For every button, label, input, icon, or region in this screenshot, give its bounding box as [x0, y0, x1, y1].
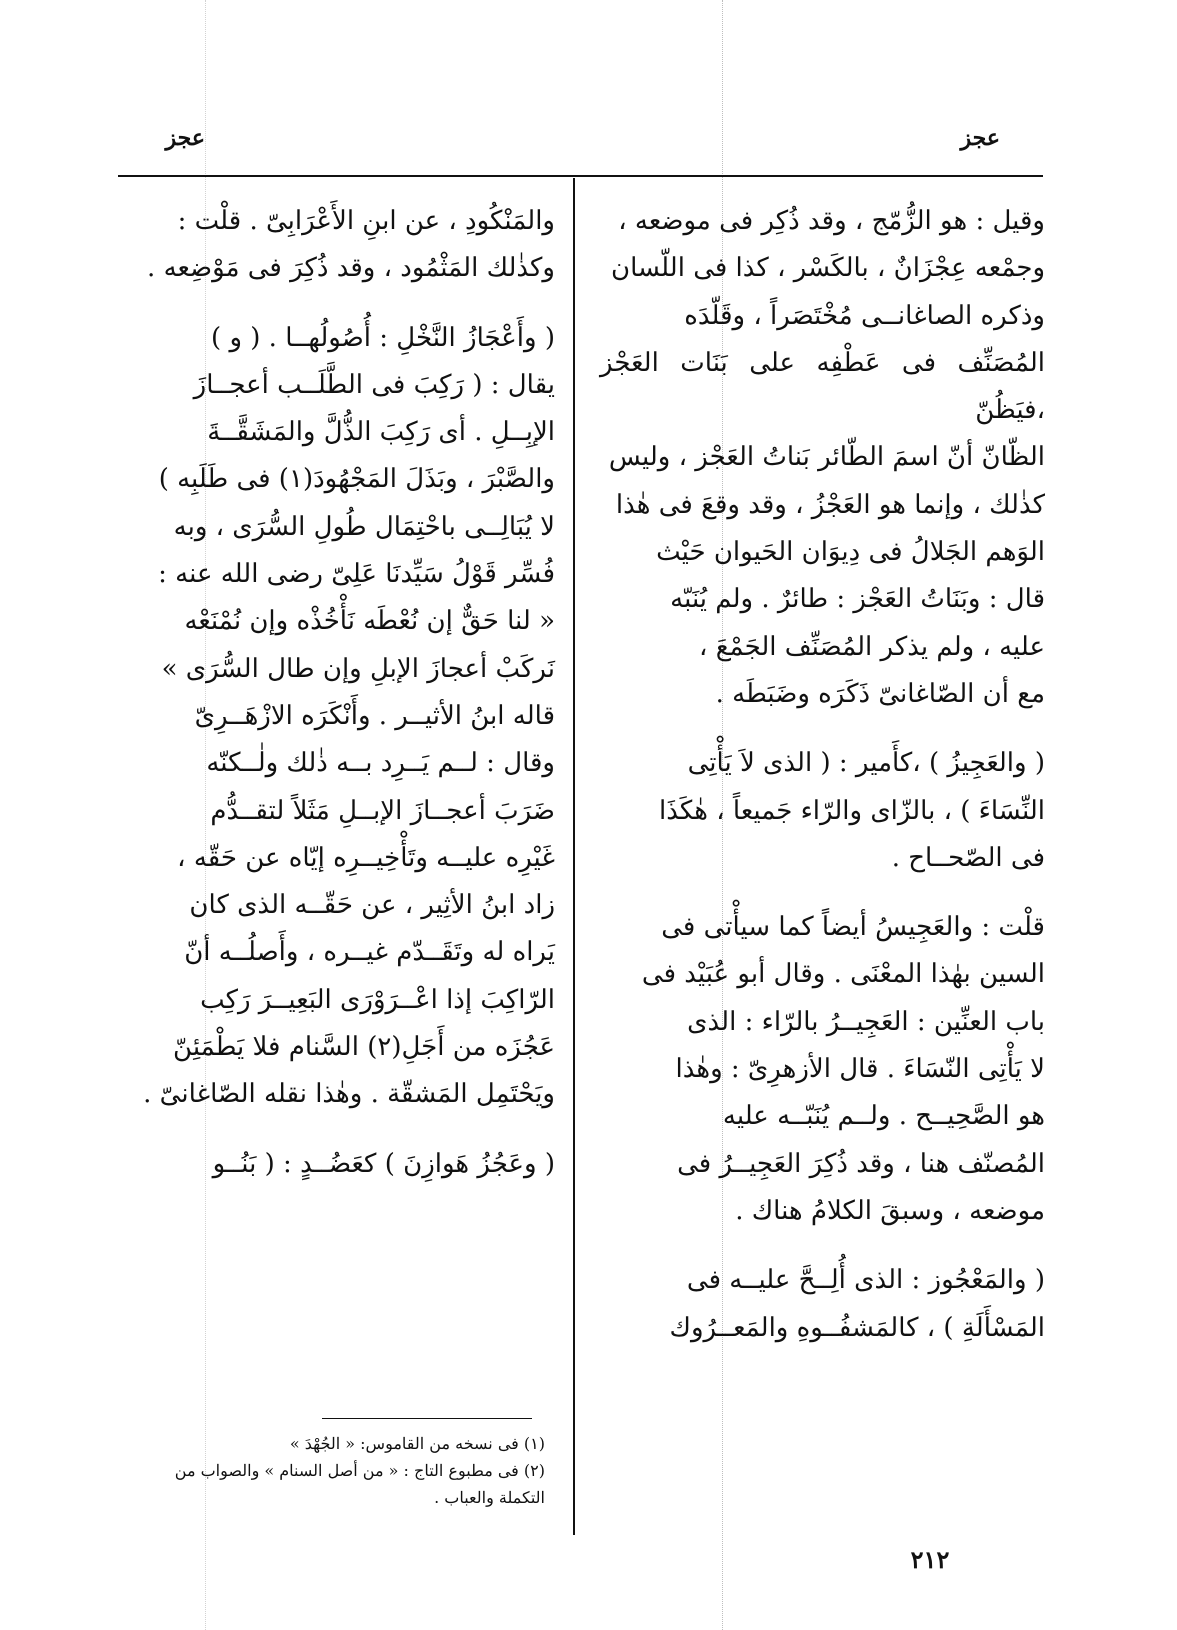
text-line: موضعه ، وسبقَ الكلامُ هناك . — [735, 1195, 1045, 1226]
entry-paragraph — [600, 1257, 1045, 1352]
page-number: ٢١٢ — [910, 1545, 950, 1574]
text-line: فى الصّحــاح . — [891, 842, 1045, 873]
text-line: قلْت : والعَجِيسُ أيضاً كما سيأْتى فى — [661, 912, 1045, 943]
text-line: لا يَأْتِى النّسَاءَ . قال الأزهرِىّ : وهٰذا — [675, 1054, 1045, 1085]
text-line: ( والعَجِيزُ ) ،كأَمير : ( الذى لاَ يَأْتِى — [687, 748, 1045, 779]
left-column — [110, 198, 555, 1188]
text-line: غَيْرِه عليــه وتَأْخِيــرِه إيّاه عن حَقّه ، — [177, 842, 555, 873]
right-column — [600, 198, 1045, 1352]
text-line: مع أن الصّاغانىّ ذَكَرَه وضَبَطَه . — [715, 678, 1045, 709]
text-line: الظّانّ أنّ اسمَ الطّائر بَناتُ العَجْز ، وليس — [608, 442, 1045, 473]
text-line: هو الصَّحِيــح . ولــم يُنَبّــه عليه — [722, 1101, 1045, 1132]
paragraph-gap — [600, 882, 1045, 904]
text-line: ويَحْتَمِل المَشقّة . وهٰذا نقله الصّاغانىّ . — [143, 1079, 555, 1110]
entry-paragraph — [110, 1141, 555, 1188]
text-line: « لنا حَقٌّ إن نُعْطَه نَأْخُذْه وإن نُمْنَعْه — [184, 606, 555, 637]
text-line: المُصَنِّف فى عَطْفِه على بَنَات العَجْز ،فيَظُنّ — [600, 347, 1045, 426]
text-line: يَراه له وتَقَــدّم غيــره ، وأَصلُــه أنّ — [184, 937, 555, 968]
header-rule — [118, 175, 1043, 177]
entry-paragraph — [600, 740, 1045, 882]
text-line: يقال : ( رَكِبَ فى الطَّلَــب أعجــازَ — [193, 369, 555, 400]
footnote-line: (١) فى نسخه من القاموس: « الجُهْدَ » — [289, 1434, 545, 1453]
text-line: والمَنْكُودِ ، عن ابنِ الأَعْرَابِىّ . قلْت : — [177, 206, 555, 236]
entry-paragraph — [110, 315, 555, 1119]
text-line: عَجُزَه من أَجَلِ(٢) السَّنام فلا يَطْمَئِنّ — [173, 1032, 555, 1063]
text-line: الرّاكِبَ إذا اعْــرَوْرَى البَعِيــرَ رَكِب — [200, 984, 555, 1015]
text-line: باب العنِّين : العَجِيــرُ بالرّاء : الذى — [687, 1006, 1045, 1037]
footnote-line: التكملة والعباب . — [434, 1488, 545, 1507]
text-line: وكذٰلك المَثْمُود ، وقد ذُكِرَ فى مَوْضِعه . — [147, 253, 555, 284]
text-line: ضَرَبَ أعجــازَ الإبــلِ مَثَلاً لتقــدُّم — [210, 795, 555, 826]
running-header-left: عجز — [165, 125, 205, 151]
entry-paragraph — [600, 198, 1045, 718]
text-line: فُسِّر قَوْلُ سَيِّدنَا عَلِىّ رضى الله عنه : — [158, 559, 555, 590]
text-line: قاله ابنُ الأثيــر . وأَنْكَرَه الازْهَــرِىّ — [194, 700, 555, 731]
text-line: نَركَبْ أعجازَ الإبلِ وإن طال السُّرَى » — [161, 653, 555, 684]
text-line: المَسْأَلَةِ ) ، كالمَشفُــوهِ والمَعــرُوك — [669, 1312, 1045, 1343]
text-line: زاد ابنُ الأثِير ، عن حَقّــه الذى كان — [189, 890, 555, 921]
text-line: كذٰلك ، وإنما هو العَجْزُ ، وقد وقعَ فى هٰذا — [615, 489, 1045, 520]
column-separator — [573, 178, 575, 1535]
paragraph-gap — [600, 1235, 1045, 1257]
paragraph-gap — [110, 293, 555, 315]
paragraph-gap — [110, 1119, 555, 1141]
text-line: المُصنّف هنا ، وقد ذُكِرَ العَجِيــرُ فى — [677, 1148, 1045, 1179]
entry-paragraph — [600, 904, 1045, 1235]
footnotes — [125, 1430, 545, 1511]
entry-paragraph — [110, 198, 555, 293]
text-line: الوَهم الجَلالُ فى دِيوَان الحَيوان حَيْث — [656, 537, 1045, 568]
text-line: لا يُبَالِــى باحْتِمَال طُولِ السُّرَى ، وبه — [173, 511, 555, 542]
text-line: وذكره الصاغانــى مُخْتَصَراً ، وقَلّدَه — [684, 300, 1045, 331]
text-line: ( وعَجُزُ هَوازِنَ ) كعَضُــدٍ : ( بَنُــو — [212, 1148, 555, 1179]
text-line: قال : وبَنَاتُ العَجْز : طائرٌ . ولم يُنَبّه — [670, 584, 1045, 615]
text-line: عليه ، ولم يذكر المُصَنِّف الجَمْعَ ، — [699, 631, 1045, 662]
running-header-right: عجز — [960, 125, 1000, 151]
text-line: ( والمَعْجُوز : الذى أُلِــحَّ عليــه فى — [686, 1265, 1045, 1296]
text-line: وجمْعه عِجْزَانٌ ، بالكَسْر ، كذا فى اللّسان — [610, 253, 1045, 284]
text-line: وقيل : هو الزُّمّج ، وقد ذُكِر فى موضعه ، — [618, 206, 1045, 236]
text-line: السين بهٰذا المعْنَى . وقال أبو عُبَيْد فى — [641, 959, 1045, 990]
text-line: والصَّبْرَ ، وبَذَلَ المَجْهُودَ(١) فى طَلَبِه ) — [158, 464, 555, 495]
footnote-rule — [322, 1418, 532, 1419]
text-line: ( وأَعْجَازُ النَّخْلِ : أُصُولُهــا . ( و ) — [211, 322, 555, 353]
text-line: النِّسَاءَ ) ، بالزّاى والرّاء جَميعاً ، هٰكَذَا — [659, 795, 1045, 826]
text-line: الإبِــلِ . أى رَكِبَ الذُّلَّ والمَشَقَّــةَ — [207, 417, 555, 448]
text-line: وقال : لــم يَــرِد بــه ذٰلك ولٰــكنّه — [206, 748, 555, 779]
footnote-line: (٢) فى مطبوع التاج : « من أصل السنام » والصواب من — [174, 1461, 545, 1480]
paragraph-gap — [600, 718, 1045, 740]
